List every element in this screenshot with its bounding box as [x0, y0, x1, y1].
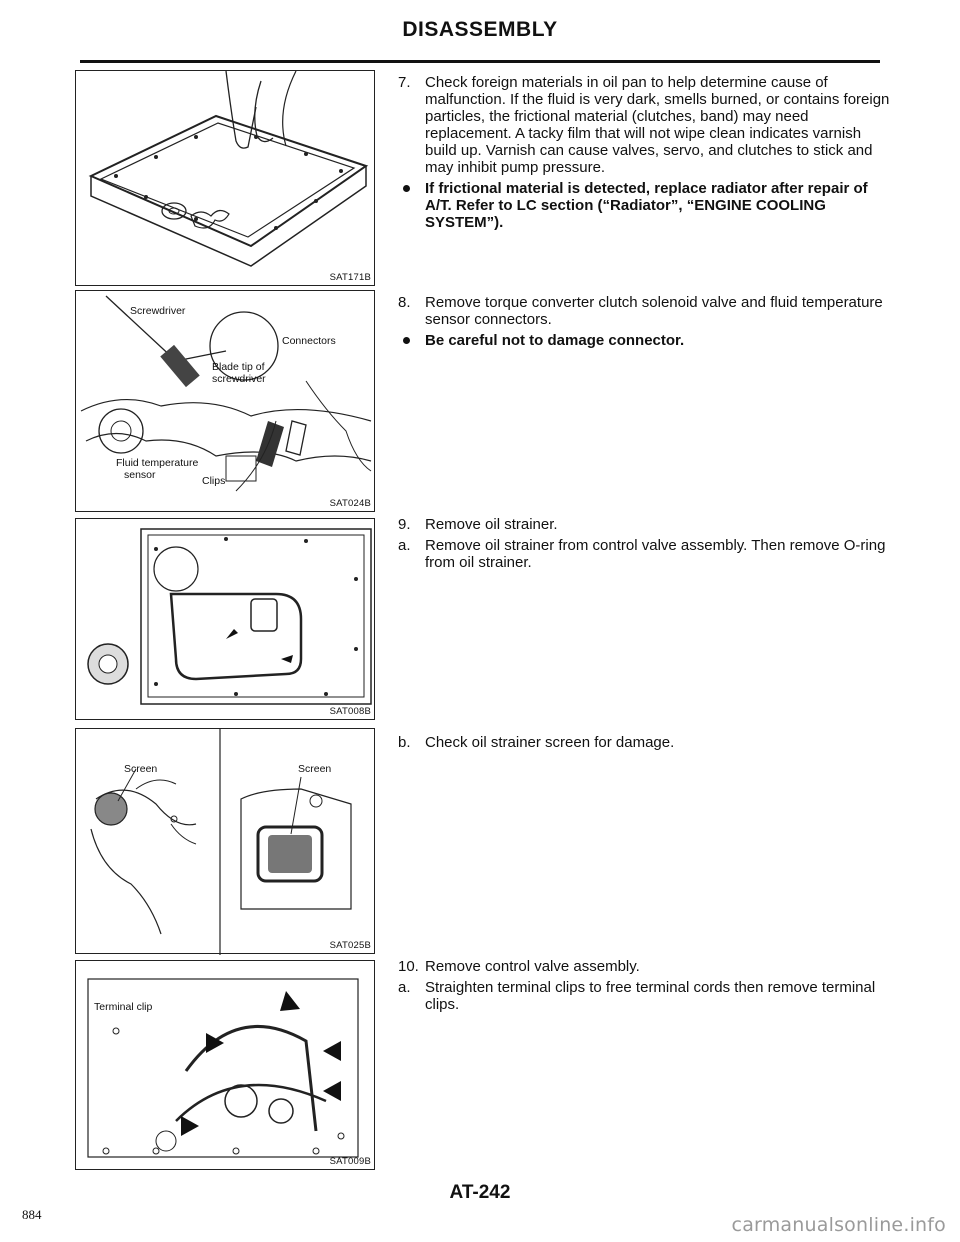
page-title: DISASSEMBLY	[402, 18, 558, 41]
step-text: Remove control valve assembly.	[425, 958, 640, 975]
step-note: Be careful not to damage connector.	[425, 332, 685, 349]
figure-oil-strainer	[75, 518, 375, 720]
figure-code: SAT008B	[329, 706, 371, 717]
callout-screwdriver-2: screwdriver	[212, 373, 266, 385]
callout-sensor: sensor	[124, 469, 156, 481]
step-9	[398, 516, 890, 575]
step-number: 7.	[398, 74, 411, 91]
step-number: 10.	[398, 958, 419, 975]
figure-code: SAT024B	[329, 498, 371, 509]
figure-connectors	[75, 290, 375, 512]
callout-connectors: Connectors	[282, 335, 336, 347]
callout-fluid-temp: Fluid temperature	[116, 457, 199, 469]
figure-code: SAT025B	[329, 940, 371, 951]
bullet-icon	[403, 337, 410, 344]
substep-text: Check oil strainer screen for damage.	[425, 734, 675, 751]
oil-pan-illustration	[76, 71, 376, 287]
callout-terminal-clip: Terminal clip	[94, 1001, 153, 1013]
substep-label: b.	[398, 734, 411, 751]
substep-label: a.	[398, 537, 411, 554]
figure-screens	[75, 728, 375, 954]
figure-code: SAT009B	[329, 1156, 371, 1167]
oil-strainer-illustration	[76, 519, 376, 721]
step-text: Check foreign materials in oil pan to help determine cause of malfunction. If the fluid is very dark, smells burned, or contains foreign particles, the frictional material (clutches, band) may need replacement. A tacky film that will not wipe clean indicates varnish build up. Varnish can cause valves, servo, and clutches to stick and may inhibit pump pressure.	[425, 74, 890, 176]
step-number: 8.	[398, 294, 411, 311]
step-text: Remove oil strainer.	[425, 516, 558, 533]
figure-oil-pan	[75, 70, 375, 286]
terminal-clips-illustration	[76, 961, 376, 1171]
connectors-illustration	[76, 291, 376, 513]
step-10	[398, 958, 890, 1017]
callout-screwdriver: Screwdriver	[130, 305, 186, 317]
step-8	[398, 294, 890, 353]
bullet-icon	[403, 185, 410, 192]
header-rule	[80, 60, 880, 63]
callout-screen-left: Screen	[124, 763, 158, 775]
callout-blade-tip: Blade tip of	[212, 361, 265, 373]
step-text: Remove torque converter clutch solenoid valve and fluid temperature sensor connectors.	[425, 294, 883, 328]
substep-label: a.	[398, 979, 411, 996]
section-page-number: AT-242	[449, 1182, 511, 1203]
watermark: carmanualsonline.info	[731, 1214, 946, 1236]
step-7	[398, 74, 890, 235]
figure-code: SAT171B	[329, 272, 371, 283]
step-9b	[398, 734, 890, 755]
step-note: If frictional material is detected, replace radiator after repair of A/T. Refer to LC section (“Radiator”, “ENGINE COOLING SYSTEM”).	[425, 180, 868, 231]
page-number: 884	[22, 1207, 42, 1222]
figure-terminal-clips	[75, 960, 375, 1170]
callout-screen-right: Screen	[298, 763, 332, 775]
callout-clips: Clips	[202, 475, 226, 487]
substep-text: Straighten terminal clips to free terminal cords then remove terminal clips.	[425, 979, 876, 1013]
step-number: 9.	[398, 516, 411, 533]
substep-text: Remove oil strainer from control valve assembly. Then remove O-ring from oil strainer.	[425, 537, 886, 571]
